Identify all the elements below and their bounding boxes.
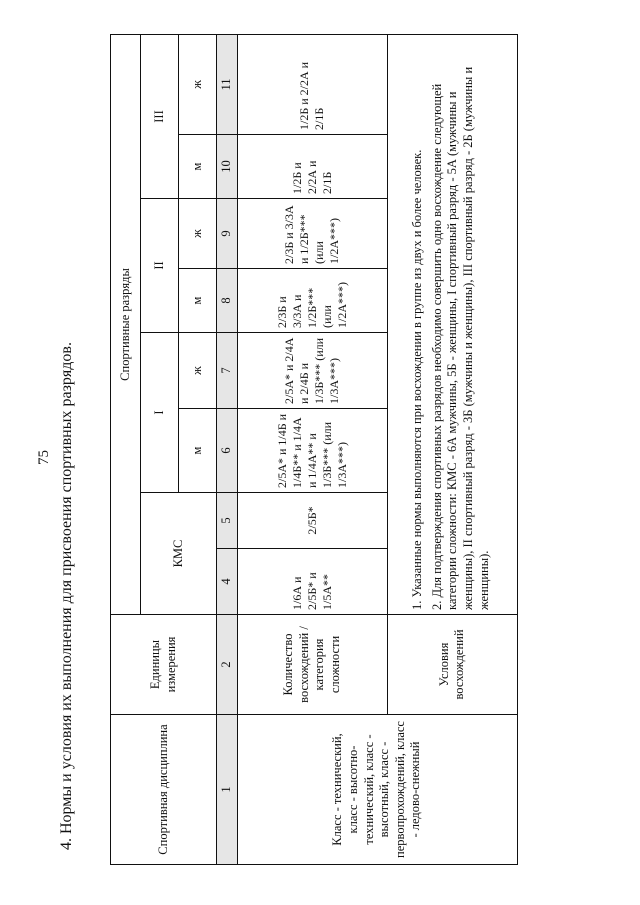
value-kms-m: 1/6А и 2/5Б* и 1/5А** — [237, 549, 387, 615]
discipline-cell: Класс - технический, класс - высотно-технический, класс - высотный, класс - первопрохождений, класс - ледово-снежный — [237, 715, 517, 865]
header-III-m: м — [179, 135, 217, 199]
value-I-m: 2/5А* и 1/4Б и 1/4Б** и 1/4А и 1/4А** и 1/3Б*** (или 1/3А***) — [237, 409, 387, 493]
header-III-zh: ж — [179, 34, 217, 134]
note-2: 2. Для подтверждения спортивных разрядов необходимо совершить одно восхождение следующей категории сложности: КМС - 6А мужчины, 5Б - женщины, I спортивный разряд - 5А (мужчины и женщины), II спортивный разряд - 3Б (мужчины и женщины), III спортивный разряд - 2Б (мужчины и женщины). — [429, 66, 491, 610]
header-kms: КМС — [141, 493, 217, 615]
col-number: 8 — [217, 269, 238, 333]
value-II-zh: 2/3Б и 3/3А и 1/2Б*** (или 1/2А***) — [237, 199, 387, 269]
value-I-zh: 2/5А* и 2/4А и 2/4Б и 1/3Б*** (или 1/3А***) — [237, 333, 387, 409]
value-II-m: 2/3Б и 3/3А и 1/2Б*** (или 1/2А***) — [237, 269, 387, 333]
header-discipline: Спортивная дисциплина — [111, 715, 217, 865]
col-number: 9 — [217, 199, 238, 269]
header-sport-ranks: Спортивные разряды — [111, 34, 141, 614]
page-number: 75 — [36, 450, 52, 465]
conditions-notes — [387, 34, 517, 614]
col-number: 1 — [217, 715, 238, 865]
header-I-zh: ж — [179, 333, 217, 409]
row1-unit: Количество восхождений / категория сложности — [237, 615, 387, 715]
value-kms-zh: 2/5Б* — [237, 493, 387, 549]
header-rank-II: II — [141, 199, 179, 333]
col-number: 5 — [217, 493, 238, 549]
header-I-m: м — [179, 409, 217, 493]
header-II-zh: ж — [179, 199, 217, 269]
section-heading: 4. Нормы и условия их выполнения для присвоения спортивных разрядов. — [58, 342, 75, 850]
value-III-m: 1/2Б и 2/2А и 2/1Б — [237, 135, 387, 199]
col-number: 6 — [217, 409, 238, 493]
col-number: 11 — [217, 34, 238, 134]
row2-unit: Условия восхождений — [387, 615, 517, 715]
note-1: 1. Указанные нормы выполняются при восхождении в группе из двух и более человек. — [410, 149, 425, 610]
col-number: 2 — [217, 615, 238, 715]
norms-table — [110, 34, 518, 865]
col-number: 10 — [217, 135, 238, 199]
value-III-zh: 1/2Б и 2/2А и 2/1Б — [237, 34, 387, 134]
header-II-m: м — [179, 269, 217, 333]
header-rank-III: III — [141, 34, 179, 198]
col-number: 4 — [217, 549, 238, 615]
header-rank-I: I — [141, 333, 179, 493]
header-units: Единицы измерения — [111, 615, 217, 715]
col-number: 7 — [217, 333, 238, 409]
